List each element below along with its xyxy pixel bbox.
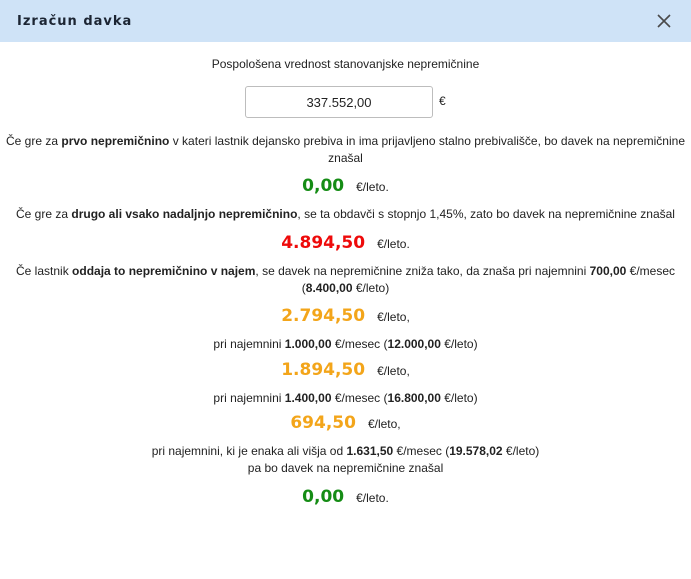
rent-1000-text	[0, 336, 691, 353]
second-property-amount: 4.894,50	[281, 233, 366, 253]
rental-unit: €/leto,	[377, 310, 410, 324]
rent-1000-unit: €/leto,	[377, 364, 410, 378]
first-property-text-after: v kateri lastnik dejansko prebiva in ima prijavljeno stalno prebivališče, bo davek na nepremičnine znašal	[169, 134, 685, 165]
rent-1000-prefix: pri najemnini	[213, 337, 285, 351]
rental-text-end: €/leto)	[352, 281, 390, 295]
second-property-bold: drugo ali vsako nadaljnjo nepremičnino	[71, 207, 298, 221]
first-property-result	[0, 176, 691, 198]
rent-1000-year: 12.000,00	[387, 337, 441, 351]
rent-1400-unit: €/leto,	[367, 417, 401, 431]
rental-rent-month: 700,00	[589, 264, 627, 278]
rent-max-unit: €/leto.	[356, 491, 389, 505]
rental-text-before: Če lastnik	[16, 264, 73, 278]
rent-max-year: 19.578,02	[449, 444, 503, 458]
first-property-text	[0, 133, 691, 167]
rental-text-mid2: €/mesec (	[301, 264, 675, 295]
valuation-input[interactable]	[245, 86, 433, 118]
rent-1000-suffix: €/leto)	[440, 337, 478, 351]
rent-1000-result	[0, 360, 691, 382]
valuation-currency: €	[439, 94, 446, 108]
rental-text	[0, 263, 691, 297]
rent-1400-month: 1.400,00	[284, 391, 332, 405]
dialog-body	[0, 56, 691, 509]
second-property-text	[0, 206, 691, 223]
first-property-amount: 0,00	[302, 176, 345, 196]
second-property-text-after: , se ta obdavči s stopnjo 1,45%, zato bo davek na nepremičnine znašal	[297, 207, 675, 221]
rent-1400-suffix: €/leto)	[440, 391, 478, 405]
rent-1400-mid: €/mesec (	[331, 391, 388, 405]
rent-1000-month: 1.000,00	[284, 337, 332, 351]
close-button[interactable]	[653, 10, 675, 32]
rent-max-mid: €/mesec (	[393, 444, 450, 458]
rental-rent-year: 8.400,00	[305, 281, 353, 295]
rent-max-result	[0, 487, 691, 509]
second-property-unit: €/leto.	[377, 237, 410, 251]
rent-1400-result	[0, 413, 691, 435]
rent-1000-mid: €/mesec (	[331, 337, 388, 351]
rent-max-text	[0, 443, 691, 477]
rent-max-month: 1.631,50	[346, 444, 394, 458]
rent-max-suffix: €/leto)	[502, 444, 540, 458]
rental-bold: oddaja to nepremičnino v najem	[72, 264, 256, 278]
rent-1400-prefix: pri najemnini	[213, 391, 285, 405]
second-property-result	[0, 233, 691, 255]
rent-max-line2: pa bo davek na nepremičnine znašal	[247, 461, 444, 475]
rent-1400-text	[0, 390, 691, 407]
rent-max-prefix: pri najemnini, ki je enaka ali višja od	[151, 444, 347, 458]
rent-1000-amount: 1.894,50	[281, 360, 366, 380]
first-property-text-before: Če gre za	[6, 134, 62, 148]
first-property-bold: prvo nepremičnino	[61, 134, 170, 148]
rent-1400-year: 16.800,00	[387, 391, 441, 405]
dialog-title: Izračun davka	[17, 13, 133, 29]
rental-text-mid: , se davek na nepremičnine zniža tako, da znaša pri najemnini	[255, 264, 590, 278]
rent-max-amount: 0,00	[302, 487, 345, 507]
rent-1400-amount: 694,50	[290, 413, 356, 433]
rental-result	[0, 306, 691, 328]
close-icon	[656, 13, 672, 29]
dialog-header	[0, 0, 691, 42]
valuation-row	[0, 86, 691, 118]
first-property-unit: €/leto.	[356, 180, 389, 194]
rental-amount: 2.794,50	[281, 306, 366, 326]
second-property-text-before: Če gre za	[16, 207, 72, 221]
valuation-label: Pospološena vrednost stanovanjske nepremičnine	[211, 57, 480, 71]
